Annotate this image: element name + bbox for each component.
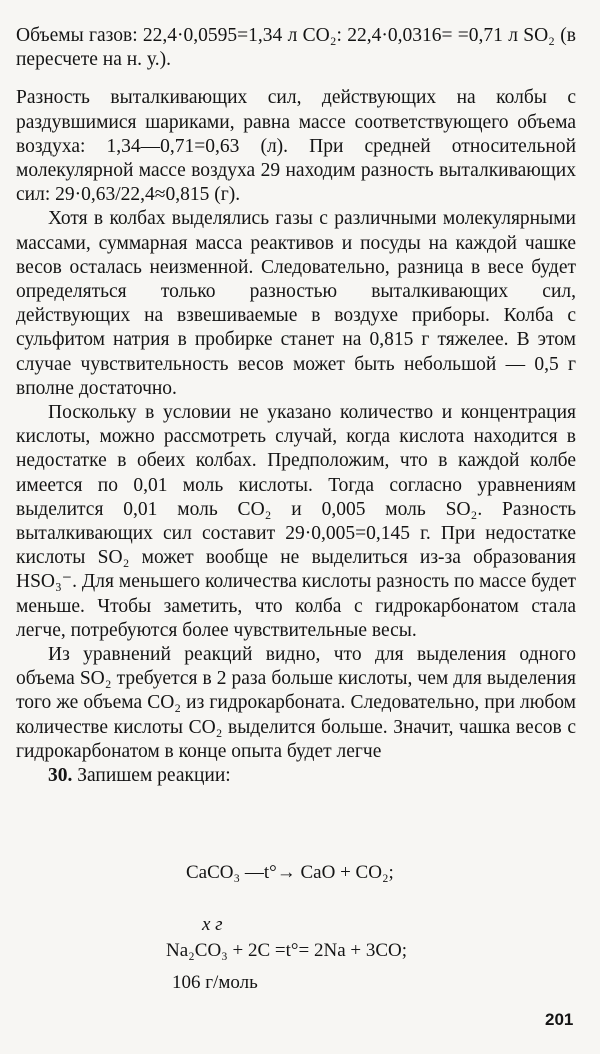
paragraph-buoyancy-difference: Разность выталкивающих сил, действующих на колбы с раздувшимися шариками, равна массе соответствующего объема воздуха: 1,34—0,71=0,63 (л). При средней относительной молекулярной массе воздуха 29 находим разность выталкивающих сил: 29·0,63/22,4≈0,815 (г). (16, 87, 576, 206)
reaction-caco3-decomposition: CaCO₃ —t°→ CaO + CO₂; (186, 862, 394, 883)
reaction-molar-mass-label: 106 г/моль (172, 972, 258, 993)
problem-30-intro (16, 764, 576, 788)
paragraph-acid-deficit: Поскольку в условии не указано количество и концентрация кислоты, можно рассмотреть случай, когда кислота находится в недостатке в обеих колбах. Предположим, что в каждой колбе имеется по 0,01 моль кислоты. Тогда согласно уравнениям выделится 0,01 моль CO₂ и 0,005 моль SO₂. Разность выталкивающих сил составит 29·0,005=0,145 г. При недостатке кислоты SO₂ может вообще не выделиться из-за образования HSO₃⁻. Для меньшего количества кислоты разность по массе будет меньше. Чтобы заметить, что колба с гидрокарбонатом стала легче, потребуются более чувствительные весы. (16, 402, 576, 641)
page-number: 201 (545, 1010, 574, 1029)
reaction-mass-label-x: x г (202, 914, 223, 935)
paragraph-gas-volumes: Объемы газов: 22,4·0,0595=1,34 л CO₂: 22,4·0,0316= =0,71 л SO₂ (в пересчете на н. у.). (16, 25, 576, 71)
paragraph-mass-unchanged: Хотя в колбах выделялись газы с различными молекулярными массами, суммарная масса реактивов и посуды на каждой чашке весов осталась неизменной. Следовательно, разница в весе будет определяться только разностью выталкивающих сил, действующих на взвешиваемые в воздухе приборы. Колба с сульфитом натрия в пробирке станет на 0,815 г тяжелее. В этом случае чувствительность весов может быть небольшой — 0,5 г вполне достаточно. (16, 208, 576, 399)
page-body (16, 24, 576, 788)
paragraph-conclusion: Из уравнений реакций видно, что для выделения одного объема SO₂ требуется в 2 раза больше кислоты, чем для выделения того же объема CO₂ из гидрокарбоната. Следовательно, при любом количестве кислоты CO₂ выделится больше. Значит, чашка весов с гидрокарбонатом в конце опыта будет легче (16, 644, 576, 762)
problem-number: 30. (48, 765, 73, 787)
reaction-na2co3-reduction: Na₂CO₃ + 2C =t°= 2Na + 3CO; (166, 940, 408, 961)
problem-intro-text: Запишем реакции: (77, 765, 231, 787)
